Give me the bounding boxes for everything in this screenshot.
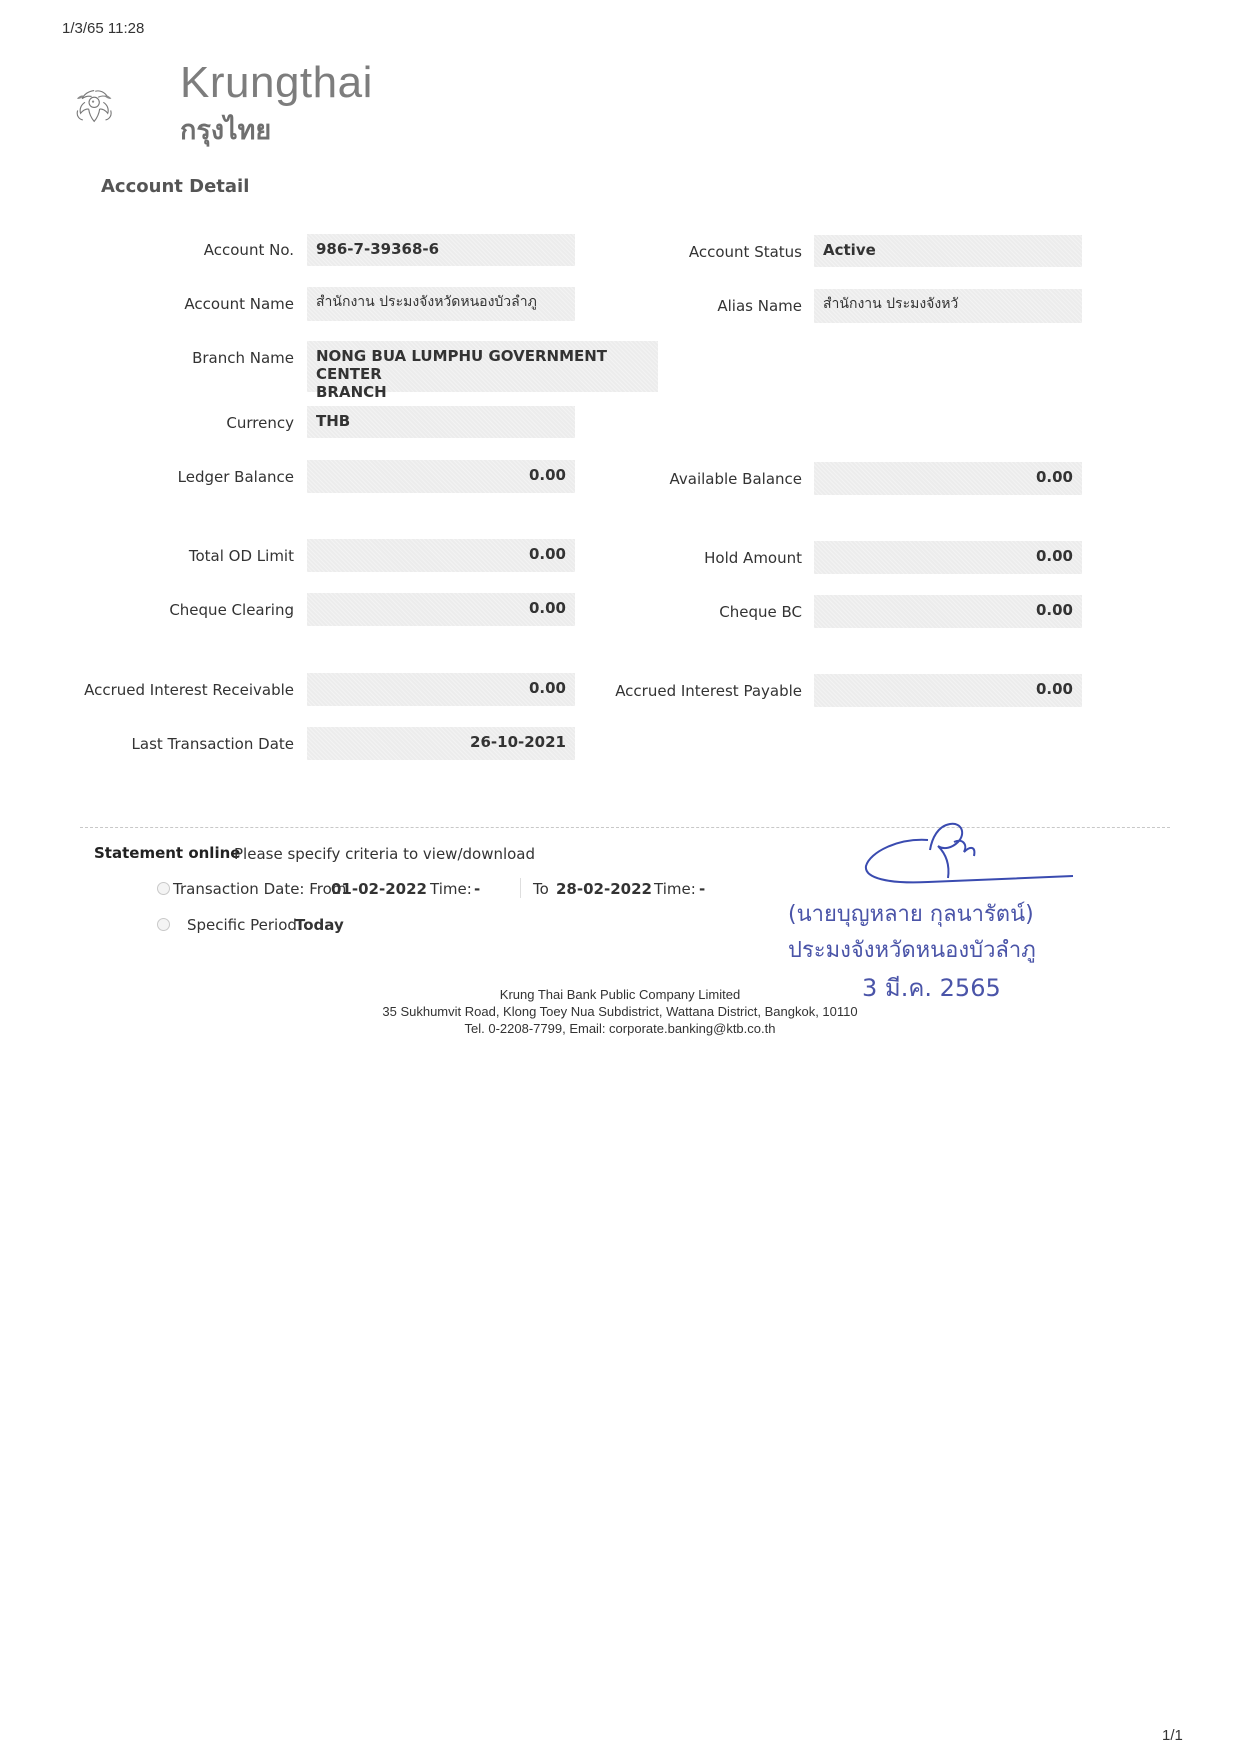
cheque-bc-label: Cheque BC xyxy=(719,603,802,621)
account-status-label: Account Status xyxy=(688,243,802,261)
ledger-balance-value: 0.00 xyxy=(307,460,575,493)
page-number: 1/1 xyxy=(1162,1727,1183,1744)
currency-value: THB xyxy=(307,406,575,438)
available-balance-label: Available Balance xyxy=(669,470,802,488)
alias-name-value: สำนักงาน ประมงจังหวั xyxy=(814,289,1082,323)
branch-name-value xyxy=(307,341,658,401)
to-label: To xyxy=(533,880,549,898)
to-date-value[interactable]: 28-02-2022 xyxy=(556,880,652,898)
cheque-bc-value: 0.00 xyxy=(814,595,1082,628)
accrued-interest-receivable-label: Accrued Interest Receivable xyxy=(84,681,294,699)
print-timestamp: 1/3/65 11:28 xyxy=(62,20,145,37)
transaction-date-label: Transaction Date: From xyxy=(173,880,347,898)
account-no-label: Account No. xyxy=(203,241,294,259)
account-no-value: 986-7-39368-6 xyxy=(307,234,575,266)
signatory-position: ประมงจังหวัดหนองบัวลำภู xyxy=(788,938,1036,963)
from-time-value[interactable]: - xyxy=(474,880,481,898)
footer-contact: Tel. 0-2208-7799, Email: corporate.banking@ktb.co.th xyxy=(464,1021,776,1036)
specific-period-radio[interactable] xyxy=(157,918,170,931)
ledger-balance-label: Ledger Balance xyxy=(177,468,294,486)
bank-footer xyxy=(300,986,940,1037)
handwritten-signature xyxy=(858,820,1080,890)
to-time-label: Time: xyxy=(654,880,696,898)
available-balance-value: 0.00 xyxy=(814,462,1082,495)
accrued-interest-payable-label: Accrued Interest Payable xyxy=(615,682,802,700)
account-name-label: Account Name xyxy=(184,295,294,313)
branch-name-line-1: NONG BUA LUMPHU GOVERNMENT CENTER xyxy=(316,347,608,383)
footer-company: Krung Thai Bank Public Company Limited xyxy=(499,987,741,1002)
branch-name-line-2: BRANCH xyxy=(316,383,387,401)
to-time-value[interactable]: - xyxy=(699,880,706,898)
total-od-limit-label: Total OD Limit xyxy=(188,547,294,565)
accrued-interest-payable-value: 0.00 xyxy=(814,674,1082,707)
signatory-name: (นายบุญหลาย กุลนารัตน์) xyxy=(788,902,1034,927)
krungthai-garuda-logo xyxy=(74,56,184,156)
from-date-value[interactable]: 01-02-2022 xyxy=(331,880,427,898)
account-name-value: สำนักงาน ประมงจังหวัดหนองบัวลำภู xyxy=(307,287,575,321)
section-title: Account Detail xyxy=(101,176,250,197)
cheque-clearing-label: Cheque Clearing xyxy=(169,601,294,619)
cheque-clearing-value: 0.00 xyxy=(307,593,575,626)
account-status-value: Active xyxy=(814,235,1082,267)
logo-wordmark-th: กรุงไทย xyxy=(180,115,272,146)
last-transaction-date-label: Last Transaction Date xyxy=(131,735,294,753)
total-od-limit-value: 0.00 xyxy=(307,539,575,572)
statement-title: Statement online xyxy=(94,844,241,862)
specific-period-label: Specific Period: xyxy=(187,916,302,934)
accrued-interest-receivable-value: 0.00 xyxy=(307,673,575,706)
currency-label: Currency xyxy=(226,414,294,432)
logo-wordmark-en: Krungthai xyxy=(180,58,373,107)
specific-period-value[interactable]: Today xyxy=(295,916,344,934)
hold-amount-label: Hold Amount xyxy=(704,549,802,567)
footer-address: 35 Sukhumvit Road, Klong Toey Nua Subdistrict, Wattana District, Bangkok, 10110 xyxy=(382,1004,858,1019)
signature-date: 3 มี.ค. 2565 xyxy=(862,974,1001,1002)
field-divider xyxy=(520,878,521,898)
last-transaction-date-value: 26-10-2021 xyxy=(307,727,575,760)
branch-name-label: Branch Name xyxy=(192,349,294,367)
alias-name-label: Alias Name xyxy=(717,297,802,315)
transaction-date-radio[interactable] xyxy=(157,882,170,895)
statement-hint: Please specify criteria to view/download xyxy=(234,845,536,863)
from-time-label: Time: xyxy=(430,880,472,898)
hold-amount-value: 0.00 xyxy=(814,541,1082,574)
